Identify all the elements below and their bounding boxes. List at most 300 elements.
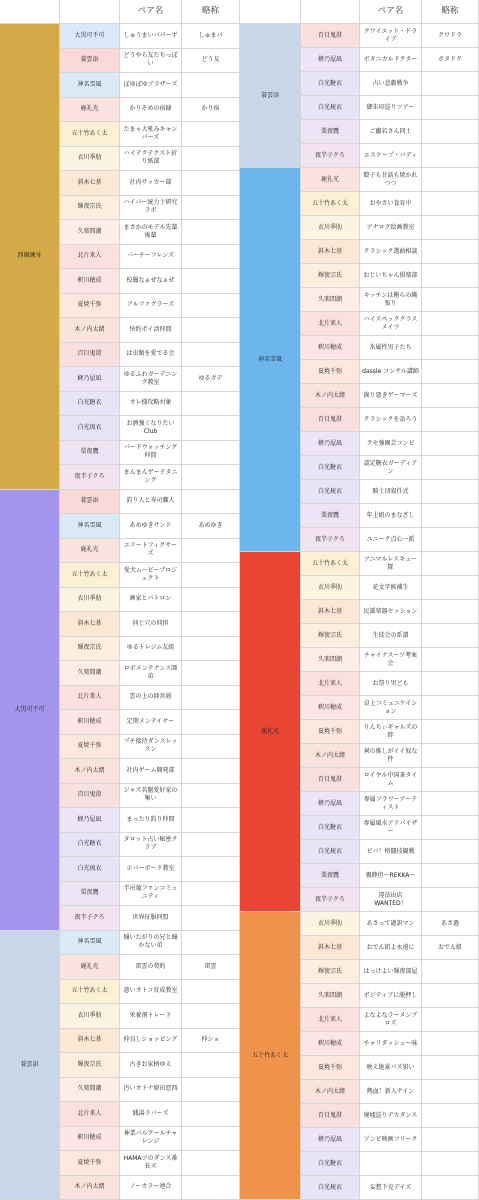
right-partner-name: 蜂乃屋凪 [301, 1128, 360, 1152]
left-pair-name: 雷雲の契約 [120, 955, 182, 980]
right-partner-name: 百目鬼澄 [301, 24, 360, 48]
left-pair-name: まったり釣り仲間 [120, 808, 182, 833]
left-abbreviation [182, 1004, 240, 1029]
right-header-blank-1 [240, 0, 301, 24]
right-partner-name: 白光琉衣 [301, 96, 360, 120]
right-pair-name: ボタニカルドクター [360, 48, 422, 72]
left-abbreviation [182, 784, 240, 809]
left-abbreviation [182, 759, 240, 784]
left-abbreviation [182, 661, 240, 686]
left-partner-name: 釈川穂成 [60, 1127, 120, 1152]
right-pair-name: 妄想下克デイズ [360, 1176, 422, 1200]
left-pair-name: 校闇なぁぜなぁぜ [120, 269, 182, 294]
left-abbreviation [182, 1151, 240, 1176]
right-abbreviation [422, 888, 479, 912]
right-pair-name: 年上組のまなざし [360, 504, 422, 528]
right-abbreviation [422, 144, 479, 168]
right-pair-name: 氷属性男子たち [360, 336, 422, 360]
left-abbreviation [182, 343, 240, 368]
left-pair-name: プチ接待ダンスレッスン [120, 735, 182, 760]
right-partner-name: 夏焼千弥 [301, 720, 360, 744]
right-partner-name: 木ノ内太緒 [301, 384, 360, 408]
left-pair-name: 悪いオトコ育成教室 [120, 980, 182, 1005]
left-partner-name: 五十竹あく太 [60, 122, 120, 147]
left-partner-name: 鹿礼光 [60, 98, 120, 123]
right-partner-name: 蜂乃屋凪 [301, 432, 360, 456]
left-pair-name: ハイテクテクスト折り紙部 [120, 147, 182, 172]
right-partner-name: 蜂乃屋凪 [301, 48, 360, 72]
left-partner-name: 衣川季肋 [60, 147, 120, 172]
left-pair-name: あめゆきサンド [120, 514, 182, 539]
right-partner-name: 白光琉衣 [301, 1176, 360, 1200]
left-abbreviation [182, 1127, 240, 1152]
left-abbreviation [182, 73, 240, 98]
right-abbreviation [422, 792, 479, 816]
left-partner-name: 蓑雲添 [60, 49, 120, 74]
right-pair-name: おじいちゃん倶楽部 [360, 264, 422, 288]
right-abbreviation [422, 984, 479, 1008]
left-pair-name: 世界征服同盟 [120, 906, 182, 931]
left-abbreviation [182, 1078, 240, 1103]
left-abbreviation [182, 931, 240, 956]
left-group-label: 大黒可不可 [0, 490, 60, 931]
left-partner-name: 栗夜鷹 [60, 882, 120, 907]
left-abbreviation: かり宿 [182, 98, 240, 123]
left-abbreviation: あめゆき [182, 514, 240, 539]
left-header-abbr: 略称 [182, 0, 240, 24]
left-abbreviation: ゆるガデ [182, 367, 240, 392]
left-partner-name: 木ノ内太緒 [60, 1176, 120, 1200]
left-abbreviation [182, 318, 240, 343]
right-partner-name: 五十竹あく太 [301, 192, 360, 216]
right-abbreviation: あさ過 [422, 912, 479, 936]
left-pair-name: ホバーボード教室 [120, 857, 182, 882]
right-abbreviation [422, 168, 479, 192]
right-pair-name: おやさい食育中 [360, 192, 422, 216]
left-abbreviation [182, 857, 240, 882]
left-partner-name: 久楽間潮 [60, 220, 120, 245]
right-partner-name: 白光糖衣 [301, 456, 360, 480]
right-pair-name: 御朱印巡りツアー [360, 96, 422, 120]
left-pair-name: は虫類を愛でる会 [120, 343, 182, 368]
left-abbreviation: 仲ショ [182, 1029, 240, 1054]
right-partner-name: 北片来人 [301, 1008, 360, 1032]
right-pair-name: あさって過訳マン [360, 912, 422, 936]
left-partner-name: 五十竹あく太 [60, 563, 120, 588]
right-pair-name: 違法出店 WANTED！ [360, 888, 422, 912]
left-partner-name: 蜂乃屋凪 [60, 808, 120, 833]
right-pair-name: 専属風水アドバイザー [360, 816, 422, 840]
right-abbreviation [422, 72, 479, 96]
right-abbreviation: おでん組 [422, 936, 479, 960]
left-abbreviation [182, 882, 240, 907]
left-partner-name: 白光琉衣 [60, 857, 120, 882]
right-abbreviation [422, 1056, 479, 1080]
right-pair-name: ロイヤル中国茶タイム [360, 768, 422, 792]
right-partner-name: 百目鬼澄 [301, 1104, 360, 1128]
right-abbreviation [422, 1176, 479, 1200]
left-pair-name: まさかのモデル先輩後輩 [120, 220, 182, 245]
right-pair-name: お祭り男ども [360, 672, 422, 696]
right-pair-name: 占い悲劇戦争 [360, 72, 422, 96]
left-partner-name: 輝夜宗氏 [60, 196, 120, 221]
right-abbreviation [422, 864, 479, 888]
right-pair-name: 廃墟巡りデカダンス [360, 1104, 422, 1128]
right-pair-name: ポジティブに脱押し [360, 984, 422, 1008]
left-pair-name: 栄養剤トレード [120, 1004, 182, 1029]
left-abbreviation [182, 294, 240, 319]
right-pair-name: ハイスペッククラスメイツ [360, 312, 422, 336]
right-abbreviation [422, 744, 479, 768]
right-abbreviation [422, 288, 479, 312]
right-partner-name: 斜木七基 [301, 240, 360, 264]
left-abbreviation [182, 196, 240, 221]
right-pair-name: ユニーク点心一派 [360, 528, 422, 552]
left-abbreviation: しゅまパ [182, 24, 240, 49]
right-partner-name: 斜木七基 [301, 600, 360, 624]
right-abbreviation [422, 360, 479, 384]
right-pair-name: おでん組よ永遠に [360, 936, 422, 960]
left-pair-name: かりそめの宿縁 [120, 98, 182, 123]
right-abbreviation [422, 408, 479, 432]
right-abbreviation [422, 1008, 479, 1032]
left-partner-name: 斜木七基 [60, 171, 120, 196]
right-pair-name: 民謡楽器セッション [360, 600, 422, 624]
right-partner-name: 釈川穂成 [301, 1032, 360, 1056]
left-abbreviation [182, 563, 240, 588]
right-abbreviation: クワドラ [422, 24, 479, 48]
right-partner-name: 斜木七基 [301, 936, 360, 960]
right-pair-name: クラシックを語ろう [360, 408, 422, 432]
left-partner-name: 北片来人 [60, 686, 120, 711]
right-partner-name: 木ノ内太緒 [301, 744, 360, 768]
right-abbreviation [422, 1104, 479, 1128]
right-abbreviation [422, 648, 479, 672]
right-pair-name: クラシック選曲相談 [360, 240, 422, 264]
left-abbreviation [182, 269, 240, 294]
right-group-label: 五十竹あく太 [240, 912, 301, 1200]
right-abbreviation [422, 216, 479, 240]
right-partner-name: 久楽間潮 [301, 288, 360, 312]
right-partner-name: 北片来人 [301, 672, 360, 696]
right-pair-name: チャリダッシュー味 [360, 1032, 422, 1056]
left-abbreviation [182, 686, 240, 711]
left-abbreviation [182, 245, 240, 270]
left-pair-name: 快約ボイ活仲間 [120, 318, 182, 343]
left-abbreviation [182, 465, 240, 490]
right-abbreviation [422, 192, 479, 216]
right-abbreviation [422, 480, 479, 504]
right-partner-name: 輝夜宗氏 [301, 264, 360, 288]
left-partner-name: 神名雪風 [60, 514, 120, 539]
right-pair-name: 捩り悪きゲーマーズ [360, 384, 422, 408]
left-pair-name: ロボメンテナンス師弟 [120, 661, 182, 686]
left-partner-name: 五十竹あく太 [60, 980, 120, 1005]
right-partner-name: 白光琉衣 [301, 480, 360, 504]
right-partner-name: 蜂乃屋凪 [301, 792, 360, 816]
left-pair-name: ゆるトレジム友組 [120, 637, 182, 662]
right-abbreviation [422, 720, 479, 744]
left-partner-name: 白光琉衣 [60, 416, 120, 441]
left-abbreviation [182, 710, 240, 735]
left-abbreviation [182, 220, 240, 245]
left-abbreviation [182, 980, 240, 1005]
left-group-label: 西園練牙 [0, 24, 60, 490]
right-abbreviation [422, 120, 479, 144]
left-abbreviation [182, 735, 240, 760]
right-abbreviation [422, 264, 479, 288]
right-abbreviation [422, 96, 479, 120]
left-header-blank-2 [60, 0, 120, 24]
right-pair-name: 花文字候補生 [360, 576, 422, 600]
right-abbreviation [422, 336, 479, 360]
left-pair-name: たまゃ大吼みキャンパーズ [120, 122, 182, 147]
right-abbreviation [422, 672, 479, 696]
left-pair-name: 同じ穴の同担 [120, 612, 182, 637]
left-pair-name: ぽゆぽゆブラザーズ [120, 73, 182, 98]
right-abbreviation [422, 1152, 479, 1176]
right-abbreviation [422, 504, 479, 528]
left-pair-name: 定期メンテイサー [120, 710, 182, 735]
right-partner-name: 栗夜鷹 [301, 120, 360, 144]
left-abbreviation [182, 539, 240, 564]
left-pair-name: エリートフィクサーズ [120, 539, 182, 564]
right-pair-name: 卓上コミュニケイション [360, 696, 422, 720]
right-abbreviation [422, 1032, 479, 1056]
right-partner-name: 衣川季肋 [301, 576, 360, 600]
right-pair-name: はっけよい輝夜部屋 [360, 960, 422, 984]
right-pair-name: 親睦但〜REKKA〜 [360, 864, 422, 888]
left-abbreviation [182, 171, 240, 196]
left-pair-name: しゅうまいパパーず [120, 24, 182, 49]
right-abbreviation [422, 552, 479, 576]
right-abbreviation [422, 696, 479, 720]
left-abbreviation [182, 1053, 240, 1078]
left-pair-name: 仲良しショッピング [120, 1029, 182, 1054]
left-partner-name: 輝夜宗氏 [60, 1053, 120, 1078]
left-pair-name: 汚いオトナ原田恋西 [120, 1078, 182, 1103]
left-partner-name: 北片来人 [60, 1102, 120, 1127]
left-partner-name: 鹿礼光 [60, 539, 120, 564]
right-pair-name: dassle コンサル講師 [360, 360, 422, 384]
right-partner-name: 五十竹あく太 [301, 552, 360, 576]
left-partner-name: 斜木七基 [60, 1029, 120, 1054]
right-partner-name: 衣川季肋 [301, 216, 360, 240]
right-partner-name: 夜半子クろ [301, 888, 360, 912]
right-abbreviation [422, 312, 479, 336]
right-partner-name: 夏焼千弥 [301, 360, 360, 384]
right-abbreviation [422, 1080, 479, 1104]
right-abbreviation [422, 960, 479, 984]
left-abbreviation [182, 833, 240, 858]
right-pair-name: クワイエット・ドライブ [360, 24, 422, 48]
right-pair-name: 餃子も甘話も焼かれつつ [360, 168, 422, 192]
left-abbreviation [182, 612, 240, 637]
right-partner-name: 衣川季肋 [301, 912, 360, 936]
left-abbreviation [182, 416, 240, 441]
right-pair-name: よなよなラーメンブロズ [360, 1008, 422, 1032]
right-partner-name: 栗夜鷹 [301, 504, 360, 528]
left-partner-name: 釈川穂成 [60, 269, 120, 294]
left-partner-name: 衣川季肋 [60, 1004, 120, 1029]
left-pair-name: 釣り人と寿司職人 [120, 490, 182, 515]
left-abbreviation [182, 147, 240, 172]
left-partner-name: 蜂乃屋凪 [60, 367, 120, 392]
right-pair-name: 生徒会の系譜 [360, 624, 422, 648]
right-partner-name: 白光糖衣 [301, 816, 360, 840]
right-partner-name: 釈川穂成 [301, 336, 360, 360]
left-abbreviation [182, 637, 240, 662]
right-abbreviation [422, 432, 479, 456]
left-partner-name: 北片来人 [60, 245, 120, 270]
right-partner-name: 鹿礼光 [301, 168, 360, 192]
right-header-abbr: 略称 [422, 0, 479, 24]
right-pair-name: クセ強園芸コンビ [360, 432, 422, 456]
right-partner-name: 北片来人 [301, 312, 360, 336]
right-header-pair: ペア名 [360, 0, 422, 24]
right-partner-name: 栗夜鷹 [301, 864, 360, 888]
left-pair-name: バーチーフレンズ [120, 245, 182, 270]
left-pair-name: ゆるふわガーデニング教室 [120, 367, 182, 392]
left-partner-name: 栗夜鷹 [60, 441, 120, 466]
right-partner-name: 輝夜宗氏 [301, 624, 360, 648]
right-pair-name: キッチンは俺らの縄張り [360, 288, 422, 312]
right-abbreviation [422, 816, 479, 840]
left-partner-name: 夏焼千弥 [60, 735, 120, 760]
left-abbreviation: どう友 [182, 49, 240, 74]
right-partner-name: 久楽間潮 [301, 984, 360, 1008]
left-abbreviation [182, 906, 240, 931]
left-pair-name: アルファグラーズ [120, 294, 182, 319]
right-partner-name: 白光糖衣 [301, 72, 360, 96]
left-header-blank-1 [0, 0, 60, 24]
left-partner-name: 鹿礼光 [60, 955, 120, 980]
left-abbreviation [182, 392, 240, 417]
left-partner-name: 久楽間潮 [60, 661, 120, 686]
left-abbreviation [182, 808, 240, 833]
right-abbreviation [422, 576, 479, 600]
left-partner-name: 神名雪風 [60, 73, 120, 98]
right-pair-name [360, 1152, 422, 1176]
left-abbreviation [182, 490, 240, 515]
right-partner-name: 夜半子クろ [301, 528, 360, 552]
left-abbreviation [182, 122, 240, 147]
right-abbreviation [422, 384, 479, 408]
right-pair-name: アナログ絵画教室 [360, 216, 422, 240]
left-partner-name: 夜半子クろ [60, 906, 120, 931]
left-pair-name: お酒強くなりたいClub [120, 416, 182, 441]
left-partner-name: 木ノ内太緒 [60, 759, 120, 784]
left-abbreviation [182, 441, 240, 466]
right-pair-name: りんちぃギャルズの絆 [360, 720, 422, 744]
left-partner-name: 釈川穂成 [60, 710, 120, 735]
left-pair-name: 古きお家柄ゆえ [120, 1053, 182, 1078]
right-group-label: 蓑雲添 [240, 24, 301, 168]
right-abbreviation [422, 456, 479, 480]
right-group-label: 鹿礼光 [240, 552, 301, 912]
left-abbreviation [182, 1176, 240, 1200]
right-pair-name: 祠の推しがイイ奴な件 [360, 744, 422, 768]
left-pair-name: 社内サッカー部 [120, 171, 182, 196]
right-pair-name: 騎士団叙任式 [360, 480, 422, 504]
left-partner-name: 斜木七基 [60, 612, 120, 637]
right-partner-name: 木ノ内太緒 [301, 1080, 360, 1104]
left-pair-name: 煽いたがりの兄と煽かない弟 [120, 931, 182, 956]
right-pair-name: 映え絶景バズ狙い [360, 1056, 422, 1080]
left-partner-name: 夏焼千弥 [60, 1151, 120, 1176]
left-partner-name: 蓑雲添 [60, 490, 120, 515]
right-abbreviation [422, 768, 479, 792]
right-pair-name: チャイナスーツ考案会 [360, 648, 422, 672]
left-partner-name: 白光糖衣 [60, 833, 120, 858]
right-partner-name: 夜半子クろ [301, 144, 360, 168]
left-pair-name: バードウォッチング仲間 [120, 441, 182, 466]
left-pair-name: オレ様攻略対象 [120, 392, 182, 417]
left-partner-name: 神名雪風 [60, 931, 120, 956]
left-partner-name: 輝夜宗氏 [60, 637, 120, 662]
right-abbreviation: ボタドク [422, 48, 479, 72]
left-pair-name: ジャズ名盤愛好家の集い [120, 784, 182, 809]
right-abbreviation [422, 528, 479, 552]
left-pair-name: 半吊葡ファンコミュニティ [120, 882, 182, 907]
left-pair-name: HAMAツのダンス番長ズ [120, 1151, 182, 1176]
left-abbreviation [182, 588, 240, 613]
left-header-pair: ペア名 [120, 0, 182, 24]
right-partner-name: 白光糖衣 [301, 1152, 360, 1176]
left-partner-name: 夜半子クろ [60, 465, 120, 490]
left-pair-name: タロット占い秘密クラブ [120, 833, 182, 858]
left-group-label: 蓑雲添 [0, 931, 60, 1200]
right-header-blank-2 [301, 0, 360, 24]
left-partner-name: 白光糖衣 [60, 392, 120, 417]
right-partner-name: 輝夜宗氏 [301, 960, 360, 984]
right-pair-name: アニマルレスキュー隊 [360, 552, 422, 576]
left-pair-name: どうやら友だちっぽい [120, 49, 182, 74]
right-partner-name: 夏焼千弥 [301, 1056, 360, 1080]
right-pair-name: 認定糖衣ガーディアン [360, 456, 422, 480]
right-partner-name: 釈川穂成 [301, 696, 360, 720]
left-abbreviation: 雷雲 [182, 955, 240, 980]
right-pair-name: ゾンビ映画フリーク [360, 1128, 422, 1152]
left-abbreviation [182, 1102, 240, 1127]
left-partner-name: 木ノ内太緒 [60, 318, 120, 343]
right-partner-name: 白光琉衣 [301, 840, 360, 864]
left-partner-name: 百目鬼澄 [60, 343, 120, 368]
right-abbreviation [422, 1128, 479, 1152]
right-abbreviation [422, 240, 479, 264]
left-partner-name: 夏焼千弥 [60, 294, 120, 319]
right-partner-name: 久楽間潮 [301, 648, 360, 672]
left-pair-name: まんまんゲーテタニング [120, 465, 182, 490]
right-pair-name: ご蟲若さん同士 [360, 120, 422, 144]
left-partner-name: 大黒可不可 [60, 24, 120, 49]
right-partner-name: 百目鬼澄 [301, 408, 360, 432]
left-pair-name: ノーカラー連合 [120, 1176, 182, 1200]
left-pair-name: 社内ゲーム開発部 [120, 759, 182, 784]
left-pair-name: 愛犬ムービープロジェクト [120, 563, 182, 588]
right-pair-name: ビバ！格闘技観戦 [360, 840, 422, 864]
left-pair-name: 雲の上の経営層 [120, 686, 182, 711]
left-partner-name: 久楽間潮 [60, 1078, 120, 1103]
right-pair-name: エスケープ・バディ [360, 144, 422, 168]
left-pair-name: ハイパー統力士研究ラボ [120, 196, 182, 221]
left-pair-name: 神業パルクールチャレンジ [120, 1127, 182, 1152]
left-partner-name: 百目鬼澄 [60, 784, 120, 809]
right-abbreviation [422, 600, 479, 624]
right-pair-name: 熱血！新人ナイン [360, 1080, 422, 1104]
right-partner-name: 百目鬼澄 [301, 768, 360, 792]
left-partner-name: 衣川季肋 [60, 588, 120, 613]
